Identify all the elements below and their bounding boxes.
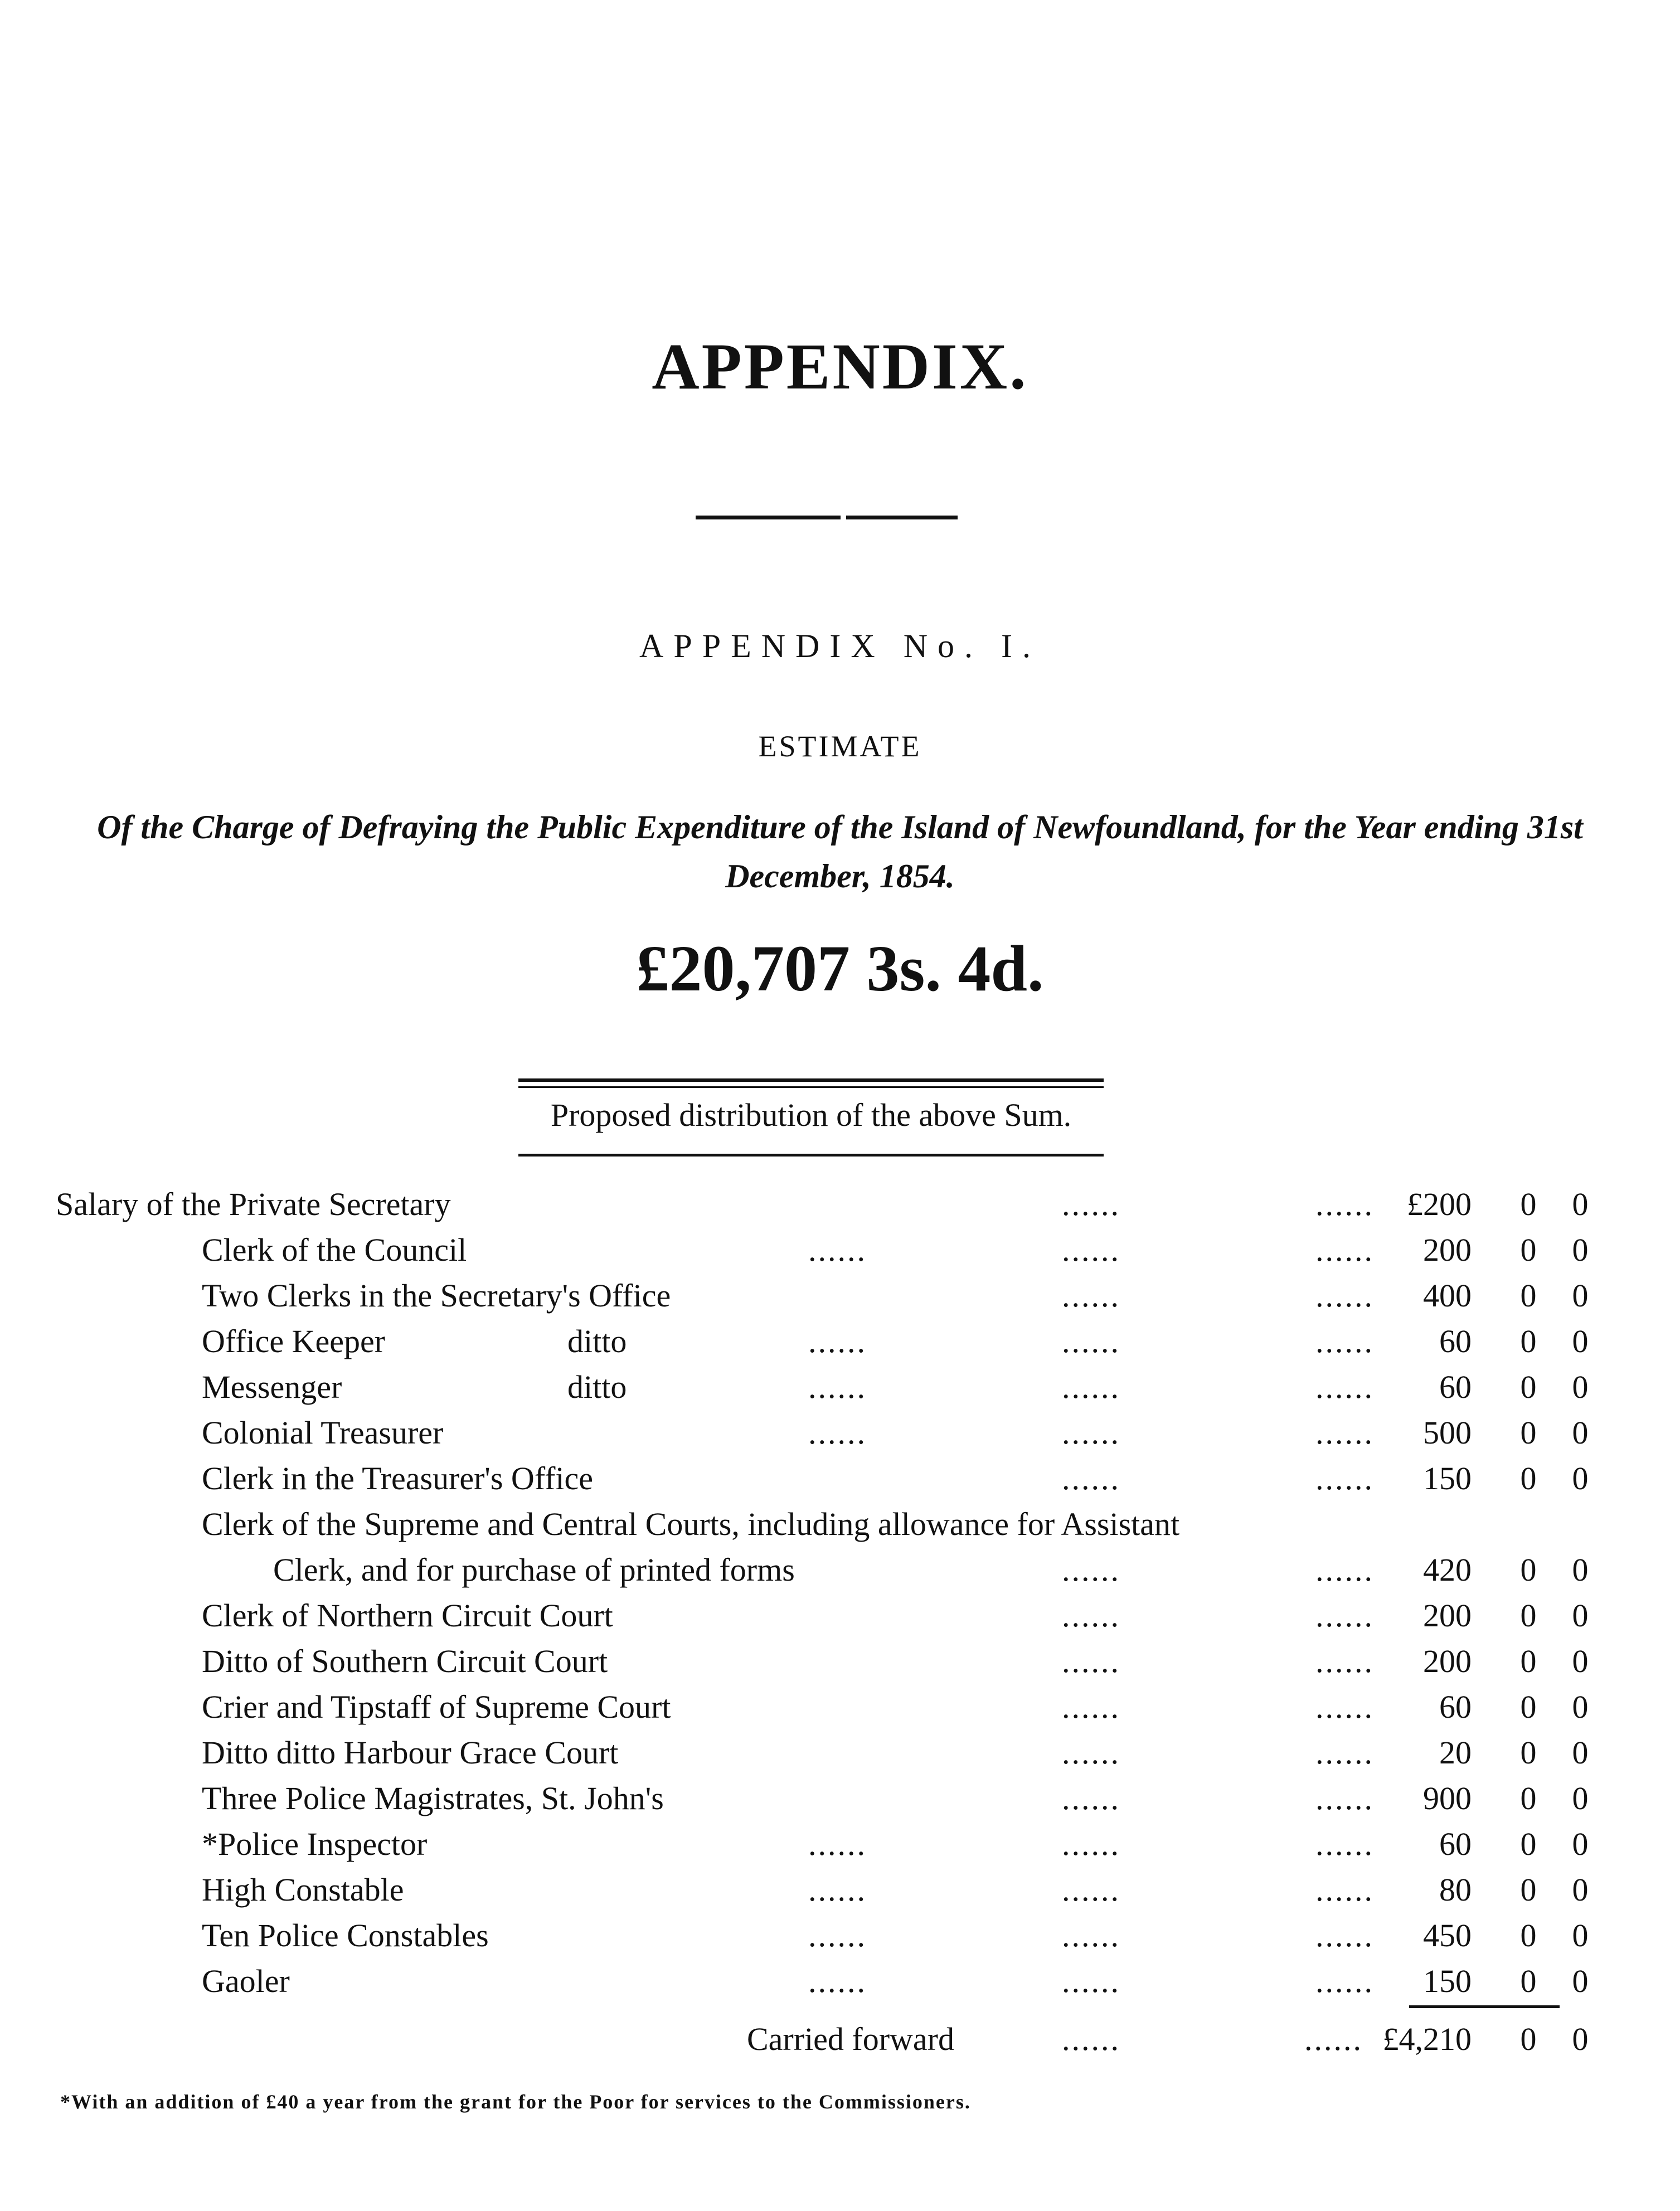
- amount-shillings: 0: [1520, 1552, 1537, 1588]
- leader-dots: ......: [1062, 1963, 1120, 1999]
- leader-dots: ......: [1315, 1369, 1374, 1405]
- row-label: High Constable: [202, 1872, 404, 1908]
- amount-pence: 0: [1572, 1232, 1589, 1268]
- table-row: [0, 1867, 1680, 1913]
- appendix-number: APPENDIX No. I.: [639, 628, 1041, 664]
- amount-pounds: 20: [1439, 1734, 1472, 1771]
- amount-shillings: 0: [1520, 1780, 1537, 1816]
- amount-pence: 0: [1572, 1369, 1589, 1405]
- row-label: Gaoler: [202, 1963, 290, 1999]
- leader-dots: ......: [1062, 1643, 1120, 1679]
- leader-dots: ......: [1062, 1872, 1120, 1908]
- table-row: [0, 1227, 1680, 1273]
- leader-dots: ......: [1304, 2021, 1363, 2057]
- amount-shillings: 0: [1520, 1460, 1537, 1496]
- table-row-continuation: [0, 1547, 1680, 1593]
- ditto-mark: ditto: [567, 1323, 627, 1359]
- leader-dots: ......: [1315, 1872, 1374, 1908]
- amount-shillings: 0: [1520, 1277, 1537, 1314]
- row-label: Ditto ditto Harbour Grace Court: [202, 1734, 619, 1771]
- leader-dots: ......: [1062, 1186, 1120, 1222]
- table-row: [0, 1684, 1680, 1730]
- leader-dots: ......: [1315, 1689, 1374, 1725]
- carried-forward-shillings: 0: [1520, 2021, 1537, 2057]
- amount-pence: 0: [1572, 1460, 1589, 1496]
- amount-shillings: 0: [1520, 1963, 1537, 1999]
- row-label: Colonial Treasurer: [202, 1415, 444, 1451]
- amount-shillings: 0: [1520, 1323, 1537, 1359]
- table-row: [0, 1501, 1680, 1547]
- amount-pounds: 420: [1423, 1552, 1472, 1588]
- amount-pence: 0: [1572, 1872, 1589, 1908]
- table-row: [0, 1319, 1680, 1364]
- leader-dots: ......: [1062, 1369, 1120, 1405]
- amount-pounds: 150: [1423, 1963, 1472, 1999]
- amount-shillings: 0: [1520, 1643, 1537, 1679]
- amount-pence: 0: [1572, 1780, 1589, 1816]
- leader-dots: ......: [1315, 1460, 1374, 1496]
- leader-dots: ......: [1315, 1734, 1374, 1771]
- amount-pounds: 60: [1439, 1826, 1472, 1862]
- leader-dots: ......: [1062, 1232, 1120, 1268]
- amount-pounds: 60: [1439, 1689, 1472, 1725]
- amount-pence: 0: [1572, 1277, 1589, 1314]
- leader-dots: ......: [1062, 1323, 1120, 1359]
- amount-pounds: 200: [1423, 1643, 1472, 1679]
- table-row: [0, 1410, 1680, 1456]
- table-row: [0, 1730, 1680, 1776]
- leader-dots: ......: [1315, 1232, 1374, 1268]
- table-row: [0, 1273, 1680, 1319]
- amount-pounds: 450: [1423, 1917, 1472, 1954]
- amount-pence: 0: [1572, 1826, 1589, 1862]
- amount-pence: 0: [1572, 1643, 1589, 1679]
- leader-dots: ......: [1062, 1826, 1120, 1862]
- amount-pence: 0: [1572, 1415, 1589, 1451]
- amount-pence: 0: [1572, 1552, 1589, 1588]
- amount-pence: 0: [1572, 1186, 1589, 1222]
- amount-pounds: £200: [1407, 1186, 1472, 1222]
- amount-shillings: 0: [1520, 1734, 1537, 1771]
- amount-shillings: 0: [1520, 1186, 1537, 1222]
- amount-shillings: 0: [1520, 1597, 1537, 1634]
- table-row: [0, 1913, 1680, 1959]
- amount-pounds: 400: [1423, 1277, 1472, 1314]
- amount-shillings: 0: [1520, 1369, 1537, 1405]
- leader-dots: ......: [1315, 1552, 1374, 1588]
- table-row: [0, 1364, 1680, 1410]
- leader-dots: ......: [1315, 1415, 1374, 1451]
- amount-pence: 0: [1572, 1917, 1589, 1954]
- row-label: Salary of the Private Secretary: [56, 1186, 451, 1222]
- row-label: Messenger: [202, 1369, 342, 1405]
- appendix-heading: APPENDIX.: [652, 330, 1028, 403]
- leader-dots: ......: [1315, 1643, 1374, 1679]
- leader-dots: ......: [808, 1917, 867, 1954]
- footnote: *With an addition of £40 a year from the grant for the Poor for services to the Commissioners.: [60, 2091, 971, 2113]
- row-label: Ditto of Southern Circuit Court: [202, 1643, 608, 1679]
- distribution-label: Proposed distribution of the above Sum.: [550, 1097, 1072, 1133]
- amount-pounds: 200: [1423, 1597, 1472, 1634]
- leader-dots: ......: [1062, 1780, 1120, 1816]
- amount-pence: 0: [1572, 1689, 1589, 1725]
- leader-dots: ......: [1315, 1826, 1374, 1862]
- ditto-mark: ditto: [567, 1369, 627, 1405]
- amount-shillings: 0: [1520, 1415, 1537, 1451]
- leader-dots: ......: [808, 1826, 867, 1862]
- amount-pounds: 150: [1423, 1460, 1472, 1496]
- amount-pence: 0: [1572, 1597, 1589, 1634]
- leader-dots: ......: [808, 1872, 867, 1908]
- table-row: [0, 1182, 1680, 1227]
- table-row: [0, 1456, 1680, 1501]
- amount-shillings: 0: [1520, 1917, 1537, 1954]
- amount-pence: 0: [1572, 1734, 1589, 1771]
- total-amount: £20,707 3s. 4d.: [636, 932, 1044, 1005]
- leader-dots: ......: [808, 1232, 867, 1268]
- leader-dots: ......: [1315, 1277, 1374, 1314]
- leader-dots: ......: [808, 1369, 867, 1405]
- heading-rule-top-thin: [518, 1086, 1104, 1088]
- leader-dots: ......: [808, 1963, 867, 1999]
- row-label-continuation: Clerk, and for purchase of printed forms: [273, 1552, 795, 1588]
- row-label: Three Police Magistrates, St. John's: [202, 1780, 664, 1816]
- row-label: *Police Inspector: [202, 1826, 428, 1862]
- leader-dots: ......: [1062, 1597, 1120, 1634]
- carried-forward-pounds: £4,210: [1382, 2021, 1472, 2057]
- amount-pence: 0: [1572, 1963, 1589, 1999]
- row-label: Office Keeper: [202, 1323, 385, 1359]
- table-row: [0, 1821, 1680, 1867]
- table-row: [0, 1959, 1680, 2004]
- amount-shillings: 0: [1520, 1872, 1537, 1908]
- amount-pence: 0: [1572, 1323, 1589, 1359]
- heading-rule-bottom: [518, 1154, 1104, 1156]
- amount-shillings: 0: [1520, 1232, 1537, 1268]
- amount-shillings: 0: [1520, 1826, 1537, 1862]
- amount-pounds: 900: [1423, 1780, 1472, 1816]
- row-label: Clerk of Northern Circuit Court: [202, 1597, 613, 1634]
- amount-pounds: 500: [1423, 1415, 1472, 1451]
- distribution-heading-box: [518, 1078, 1104, 1156]
- row-label: Two Clerks in the Secretary's Office: [202, 1277, 671, 1314]
- estimate-description: Of the Charge of Defraying the Public Expenditure of the Island of Newfoundland, for the Year ending 31st December, 1854.: [97, 809, 1583, 895]
- row-label: Clerk in the Treasurer's Office: [202, 1460, 594, 1496]
- leader-dots: ......: [1062, 1415, 1120, 1451]
- leader-dots: ......: [1062, 1552, 1120, 1588]
- leader-dots: ......: [808, 1415, 867, 1451]
- row-label: Crier and Tipstaff of Supreme Court: [202, 1689, 671, 1725]
- table-row: [0, 1593, 1680, 1639]
- leader-dots: ......: [1315, 1597, 1374, 1634]
- leader-dots: ......: [1062, 1277, 1120, 1314]
- carried-forward-label: Carried forward: [747, 2021, 954, 2057]
- leader-dots: ......: [1062, 1689, 1120, 1725]
- amount-pounds: 60: [1439, 1323, 1472, 1359]
- leader-dots: ......: [1315, 1780, 1374, 1816]
- amount-pounds: 60: [1439, 1369, 1472, 1405]
- amount-pounds: 200: [1423, 1232, 1472, 1268]
- amount-pounds: 80: [1439, 1872, 1472, 1908]
- amount-shillings: 0: [1520, 1689, 1537, 1725]
- leader-dots: ......: [1315, 1917, 1374, 1954]
- leader-dots: ......: [1315, 1323, 1374, 1359]
- carried-forward-pence: 0: [1572, 2021, 1589, 2057]
- carried-forward-row: [0, 2016, 1680, 2062]
- leader-dots: ......: [1315, 1963, 1374, 1999]
- row-label: Ten Police Constables: [202, 1917, 489, 1954]
- leader-dots: ......: [1315, 1186, 1374, 1222]
- table-row: [0, 1639, 1680, 1684]
- table-row: [0, 1776, 1680, 1821]
- leader-dots: ......: [808, 1323, 867, 1359]
- estimate-label: ESTIMATE: [758, 730, 922, 763]
- row-label: Clerk of the Council: [202, 1232, 467, 1268]
- ornamental-rule: [696, 516, 958, 521]
- leader-dots: ......: [1062, 1917, 1120, 1954]
- total-rule: [1409, 2005, 1560, 2008]
- leader-dots: ......: [1062, 1734, 1120, 1771]
- row-label: Clerk of the Supreme and Central Courts, including allowance for Assistant: [202, 1506, 1180, 1542]
- leader-dots: ......: [1062, 2021, 1120, 2057]
- heading-rule-top: [518, 1078, 1104, 1082]
- leader-dots: ......: [1062, 1460, 1120, 1496]
